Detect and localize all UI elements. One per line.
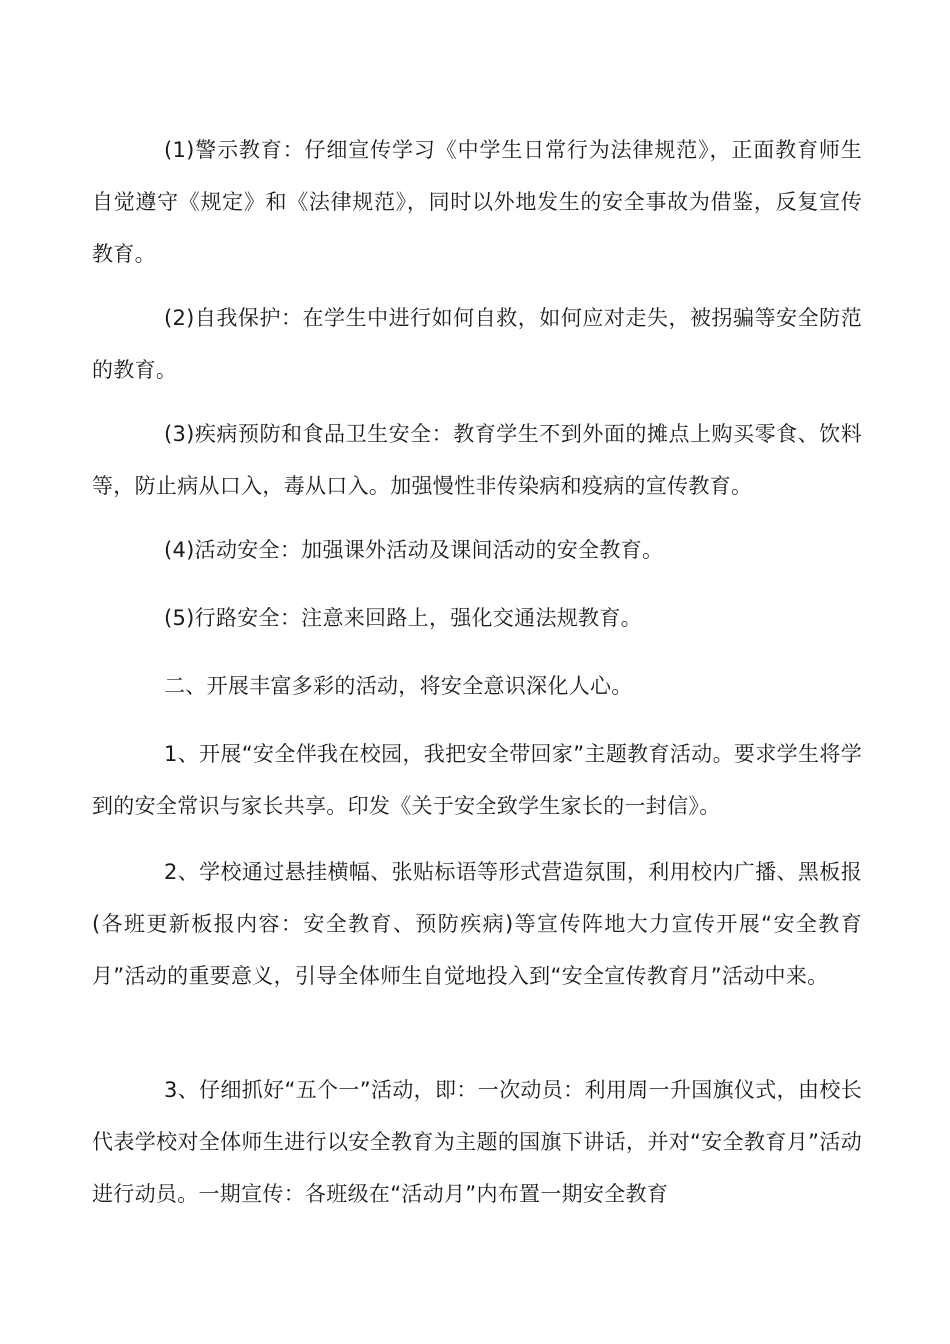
paragraph-self-protection: (2)自我保护：在学生中进行如何自救，如何应对走失，被拐骗等安全防范的教育。 [92,306,862,382]
paragraph-road-safety: (5)行路安全：注意来回路上，强化交通法规教育。 [164,606,642,630]
paragraph-warning-education: (1)警示教育：仔细宣传学习《中学生日常行为法律规范》，正面教育师生自觉遵守《规定》和《法律规范》，同时以外地发生的安全事故为借鉴，反复宣传教育。 [92,138,862,266]
paragraph-item-1: 1、开展“安全伴我在校园，我把安全带回家”主题教育活动。要求学生将学到的安全常识与家长共享。印发《关于安全致学生家长的一封信》。 [92,742,862,818]
paragraph-disease-prevention: (3)疾病预防和食品卫生安全：教育学生不到外面的摊点上购买零食、饮料等，防止病从口入，毒从口入。加强慢性非传染病和疫病的宣传教育。 [92,422,862,498]
paragraph-activity-safety: (4)活动安全：加强课外活动及课间活动的安全教育。 [164,538,664,562]
section-heading-activities: 二、开展丰富多彩的活动，将安全意识深化人心。 [164,674,633,698]
paragraph-item-2: 2、学校通过悬挂横幅、张贴标语等形式营造氛围，利用校内广播、黑板报(各班更新板报内容：安全教育、预防疾病)等宣传阵地大力宣传开展“安全教育月”活动的重要意义，引导全体师生自觉地投入到“安全宣传教育月”活动中来。 [92,860,862,988]
paragraph-item-3: 3、仔细抓好“五个一”活动，即：一次动员：利用周一升国旗仪式，由校长代表学校对全体师生进行以安全教育为主题的国旗下讲话，并对“安全教育月”活动进行动员。一期宣传：各班级在“活动月”内布置一期安全教育 [92,1078,862,1206]
